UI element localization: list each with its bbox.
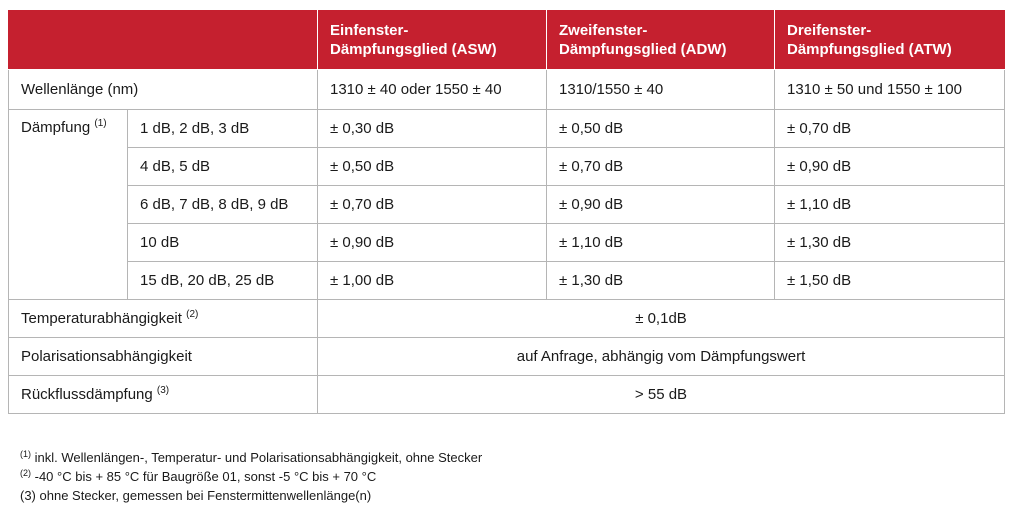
header-atw-line1: Dreifenster- [787, 22, 872, 39]
cell-attn-adw: ± 1,10 dB [547, 224, 775, 262]
attenuation-label-text: Dämpfung [21, 119, 91, 136]
table-row-attenuation [9, 110, 1005, 148]
return-loss-label-text: Rückflussdämpfung [21, 386, 153, 403]
footnote-mark: (1) [20, 449, 31, 459]
footnote-mark: (2) [20, 468, 31, 478]
table-row-polarisation [9, 338, 1005, 376]
footnote-text: ohne Stecker, gemessen bei Fenstermittenwellenlänge(n) [35, 488, 372, 503]
cell-wavelength-asw: 1310 ± 40 oder 1550 ± 40 [318, 70, 547, 110]
header-adw-line2: Dämpfungsglied (ADW) [559, 41, 727, 58]
header-adw-line1: Zweifenster- [559, 22, 648, 39]
cell-attn-values: 6 dB, 7 dB, 8 dB, 9 dB [128, 186, 318, 224]
cell-attn-atw: ± 1,50 dB [775, 262, 1005, 300]
header-adw [547, 11, 775, 70]
attenuation-note-mark: (1) [94, 118, 107, 129]
header-asw-line1: Einfenster- [330, 22, 409, 39]
footnote [20, 467, 482, 486]
row-label-attenuation [9, 110, 128, 300]
row-label-polarisation: Polarisationsabhängigkeit [9, 338, 318, 376]
header-asw-line2: Dämpfungsglied (ASW) [330, 41, 497, 58]
table-row-wavelength [9, 70, 1005, 110]
footnote [20, 486, 482, 505]
cell-attn-atw: ± 1,30 dB [775, 224, 1005, 262]
cell-attn-asw: ± 0,70 dB [318, 186, 547, 224]
return-loss-note-mark: (3) [156, 385, 170, 396]
cell-attn-adw: ± 0,50 dB [547, 110, 775, 148]
cell-attn-values: 4 dB, 5 dB [128, 148, 318, 186]
cell-attn-values: 10 dB [128, 224, 318, 262]
cell-wavelength-atw: 1310 ± 50 und 1550 ± 100 [775, 70, 1005, 110]
cell-attn-adw: ± 1,30 dB [547, 262, 775, 300]
footnote-mark: (3) [20, 488, 36, 503]
attenuator-spec-table [8, 10, 1005, 414]
header-atw-line2: Dämpfungsglied (ATW) [787, 41, 952, 58]
row-label-return-loss [9, 376, 318, 414]
table-row-temperature [9, 300, 1005, 338]
cell-attn-adw: ± 0,90 dB [547, 186, 775, 224]
cell-attn-values: 1 dB, 2 dB, 3 dB [128, 110, 318, 148]
cell-attn-asw: ± 0,90 dB [318, 224, 547, 262]
table-row-attenuation [9, 148, 1005, 186]
temperature-label-text: Temperaturabhängigkeit [21, 310, 182, 327]
cell-attn-atw: ± 0,90 dB [775, 148, 1005, 186]
table-row-return-loss [9, 376, 1005, 414]
footnote-text: inkl. Wellenlängen-, Temperatur- und Polarisationsabhängigkeit, ohne Stecker [31, 450, 483, 465]
table-row-attenuation [9, 224, 1005, 262]
cell-return-loss-value: > 55 dB [318, 376, 1005, 414]
cell-wavelength-adw: 1310/1550 ± 40 [547, 70, 775, 110]
cell-attn-atw: ± 0,70 dB [775, 110, 1005, 148]
cell-attn-asw: ± 0,30 dB [318, 110, 547, 148]
header-corner [9, 11, 318, 70]
row-label-temperature [9, 300, 318, 338]
cell-polarisation-value: auf Anfrage, abhängig vom Dämpfungswert [318, 338, 1005, 376]
cell-attn-asw: ± 0,50 dB [318, 148, 547, 186]
cell-attn-atw: ± 1,10 dB [775, 186, 1005, 224]
header-asw [318, 11, 547, 70]
temperature-note-mark: (2) [186, 309, 199, 320]
table-row-attenuation [9, 186, 1005, 224]
table-row-attenuation [9, 262, 1005, 300]
footnotes [20, 448, 482, 505]
footnote [20, 448, 482, 467]
cell-attn-adw: ± 0,70 dB [547, 148, 775, 186]
footnote-text: -40 °C bis + 85 °C für Baugröße 01, sonst -5 °C bis + 70 °C [31, 469, 377, 484]
table-header-row [9, 11, 1005, 70]
cell-temperature-value: ± 0,1dB [318, 300, 1005, 338]
row-label-wavelength: Wellenlänge (nm) [9, 70, 318, 110]
header-atw [775, 11, 1005, 70]
cell-attn-values: 15 dB, 20 dB, 25 dB [128, 262, 318, 300]
cell-attn-asw: ± 1,00 dB [318, 262, 547, 300]
